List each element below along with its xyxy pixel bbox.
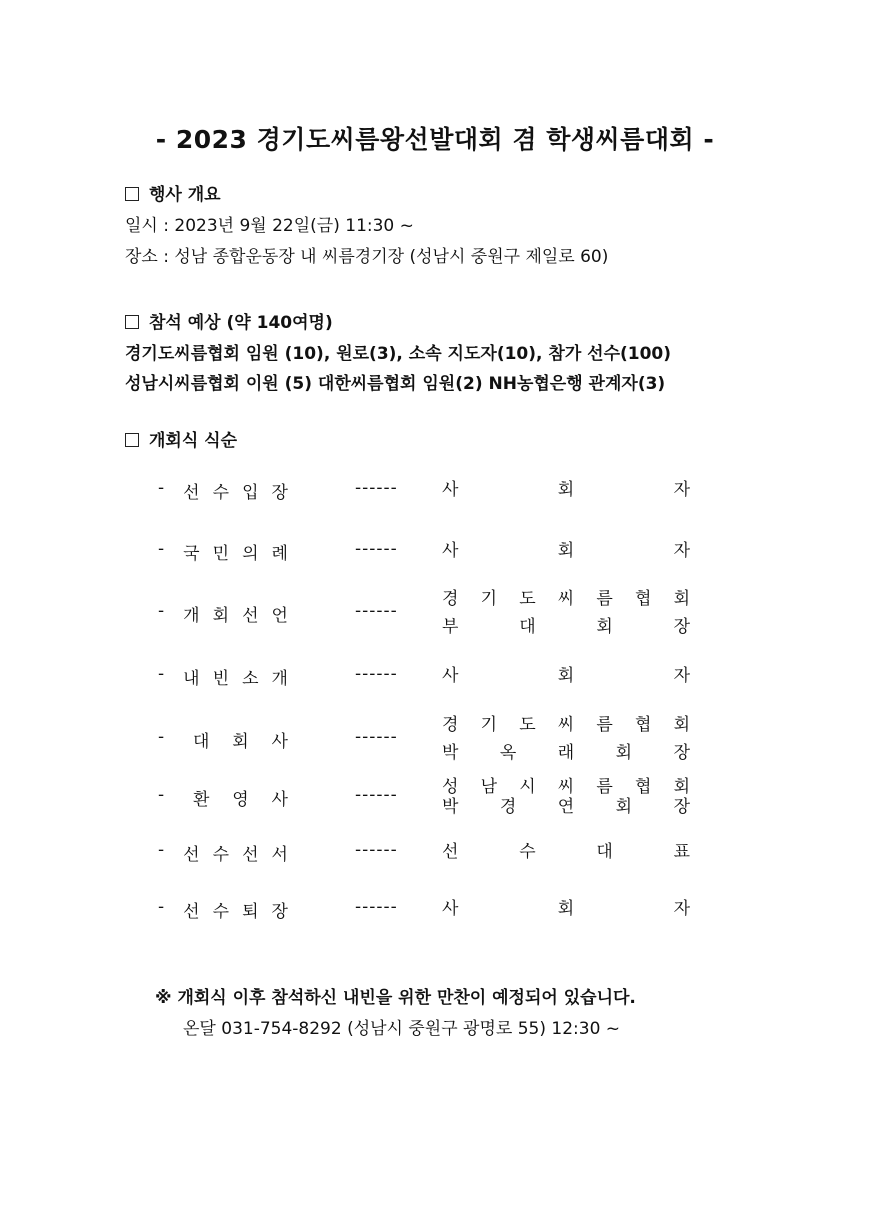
program-responsible-char: 씨	[557, 777, 575, 797]
program-responsible-char: 회	[673, 715, 690, 735]
program-responsible-char: 회	[557, 480, 575, 500]
program-responsible-char: 경	[442, 589, 459, 609]
program-item-char: 언	[271, 606, 288, 626]
program-responsible-char: 연	[557, 797, 575, 817]
program-responsible-char: 협	[634, 777, 652, 797]
program-responsible-char: 성	[442, 777, 459, 797]
program-bullet: -	[158, 601, 165, 621]
program-responsible-char: 장	[673, 617, 690, 637]
program-responsible-line	[442, 478, 690, 502]
program-responsible-char: 름	[596, 715, 613, 735]
dinner-venue: 온달 031-754-8292 (성남시 중원구 광명로 55) 12:30 ~	[183, 1019, 621, 1039]
page-title: - 2023 경기도씨름왕선발대회 겸 학생씨름대회 -	[155, 125, 715, 154]
program-responsible-char: 남	[480, 777, 498, 797]
program-item-char: 퇴	[242, 902, 259, 922]
program-responsible-line	[442, 897, 690, 921]
program-item-char: 선	[242, 606, 259, 626]
program-dashes: ------	[355, 539, 398, 559]
program-item-char: 영	[232, 790, 249, 810]
program-item-name	[158, 727, 288, 752]
program-responsible-char: 경	[499, 797, 517, 817]
program-item-char: 례	[271, 544, 288, 564]
program-item-char: 수	[212, 845, 230, 865]
program-bullet: -	[158, 897, 165, 917]
program-bullet: -	[158, 727, 165, 747]
program-responsible-char: 대	[519, 617, 536, 637]
program-responsible-char: 옥	[499, 743, 517, 763]
attendance-line-1: 경기도씨름협회 임원 (10), 원로(3), 소속 지도자(10), 참가 선수(100)	[125, 344, 672, 364]
program-item-char: 선	[183, 902, 200, 922]
program-item-char: 소	[242, 669, 259, 689]
ceremony-heading-text: 개회식 식순	[149, 431, 238, 451]
program-item-char: 개	[271, 669, 288, 689]
program-item-char: 장	[271, 483, 288, 503]
program-bullet: -	[158, 840, 165, 860]
program-responsible-char: 부	[442, 617, 459, 637]
program-responsible-char: 자	[673, 541, 690, 561]
program-responsible-char: 씨	[557, 715, 575, 735]
program-item-char: 선	[183, 845, 200, 865]
program-responsible	[442, 777, 690, 817]
overview-heading	[125, 180, 221, 205]
program-responsible-char: 장	[673, 797, 690, 817]
program-item-char: 사	[271, 790, 288, 810]
program-responsible-char: 경	[442, 715, 459, 735]
program-responsible-char: 회	[615, 743, 633, 763]
program-bullet: -	[158, 785, 165, 805]
program-responsible	[442, 539, 690, 563]
program-item-char: 수	[212, 902, 230, 922]
program-responsible-line	[442, 777, 690, 797]
program-responsible-char: 대	[596, 842, 613, 862]
program-responsible-char: 회	[596, 617, 613, 637]
checkbox-square-icon	[125, 187, 139, 201]
program-responsible-char: 장	[673, 743, 690, 763]
program-item-char: 회	[212, 606, 230, 626]
program-responsible-char: 회	[615, 797, 633, 817]
program-responsible	[442, 585, 690, 641]
program-responsible-char: 협	[634, 589, 652, 609]
program-responsible-char: 름	[596, 777, 613, 797]
program-responsible-char: 래	[557, 743, 575, 763]
program-item-char: 선	[183, 483, 200, 503]
program-responsible-char: 사	[442, 899, 459, 919]
program-item-name	[158, 785, 288, 810]
program-dashes: ------	[355, 840, 398, 860]
attendance-line-2: 성남시씨름협회 이원 (5) 대한씨름협회 임원(2) NH농협은행 관계자(3)	[125, 374, 666, 394]
program-item-char: 민	[212, 544, 230, 564]
program-responsible	[442, 478, 690, 502]
program-item-char: 수	[212, 483, 230, 503]
checkbox-square-icon	[125, 433, 139, 447]
program-responsible	[442, 897, 690, 921]
program-responsible-line	[442, 585, 690, 613]
program-responsible	[442, 840, 690, 864]
program-responsible-char: 름	[596, 589, 613, 609]
program-responsible-char: 수	[519, 842, 536, 862]
program-item-char: 의	[242, 544, 259, 564]
program-responsible-char: 회	[557, 541, 575, 561]
program-bullet: -	[158, 478, 165, 498]
program-item-name	[158, 539, 288, 564]
dinner-note: ※ 개회식 이후 참석하신 내빈을 위한 만찬이 예정되어 있습니다.	[155, 988, 636, 1008]
attendance-heading-text: 참석 예상 (약 140여명)	[149, 313, 333, 333]
program-responsible-char: 회	[673, 589, 690, 609]
program-dashes: ------	[355, 478, 398, 498]
program-responsible-char: 회	[557, 899, 575, 919]
program-item-char: 서	[271, 845, 288, 865]
program-responsible-char: 시	[519, 777, 536, 797]
program-item-char: 국	[183, 544, 200, 564]
program-responsible-char: 도	[519, 715, 536, 735]
program-responsible-char: 사	[442, 541, 459, 561]
program-responsible-char: 도	[519, 589, 536, 609]
program-item-char: 대	[192, 732, 210, 752]
event-place: 장소 : 성남 종합운동장 내 씨름경기장 (성남시 중원구 제일로 60)	[125, 247, 609, 267]
program-item-char: 내	[183, 669, 200, 689]
program-bullet: -	[158, 664, 165, 684]
program-responsible-char: 표	[673, 842, 690, 862]
program-responsible-char: 협	[634, 715, 652, 735]
checkbox-square-icon	[125, 315, 139, 329]
program-responsible-char: 자	[673, 899, 690, 919]
program-dashes: ------	[355, 601, 398, 621]
program-dashes: ------	[355, 727, 398, 747]
program-item-name	[158, 601, 288, 626]
program-responsible	[442, 711, 690, 767]
program-dashes: ------	[355, 785, 398, 805]
program-item-char: 환	[192, 790, 210, 810]
program-dashes: ------	[355, 897, 398, 917]
program-item-char: 장	[271, 902, 288, 922]
program-responsible-char: 사	[442, 480, 459, 500]
program-responsible-line	[442, 840, 690, 864]
program-responsible-char: 씨	[557, 589, 575, 609]
program-item-name	[158, 478, 288, 503]
program-item-char: 개	[183, 606, 200, 626]
program-item-char: 입	[242, 483, 259, 503]
program-responsible-char: 기	[480, 589, 498, 609]
attendance-heading	[125, 308, 333, 333]
program-responsible-char: 회	[557, 666, 575, 686]
program-responsible-char: 사	[442, 666, 459, 686]
program-responsible-line	[442, 711, 690, 739]
program-responsible-line	[442, 739, 690, 767]
program-item-char: 빈	[212, 669, 230, 689]
program-item-name	[158, 897, 288, 922]
program-responsible-line	[442, 539, 690, 563]
program-bullet: -	[158, 539, 165, 559]
overview-heading-text: 행사 개요	[149, 185, 221, 205]
program-responsible-char: 자	[673, 480, 690, 500]
program-item-char: 회	[232, 732, 249, 752]
program-responsible-char: 기	[480, 715, 498, 735]
program-responsible-char: 자	[673, 666, 690, 686]
program-responsible	[442, 664, 690, 688]
program-item-name	[158, 664, 288, 689]
program-responsible-line	[442, 613, 690, 641]
program-item-char: 사	[271, 732, 288, 752]
program-item-name	[158, 840, 288, 865]
ceremony-heading	[125, 426, 237, 451]
program-responsible-line	[442, 797, 690, 817]
program-responsible-char: 선	[442, 842, 459, 862]
program-dashes: ------	[355, 664, 398, 684]
program-responsible-line	[442, 664, 690, 688]
program-responsible-char: 회	[673, 777, 690, 797]
event-date: 일시 : 2023년 9월 22일(금) 11:30 ~	[125, 216, 414, 236]
program-responsible-char: 박	[442, 797, 459, 817]
program-responsible-char: 박	[442, 743, 459, 763]
program-item-char: 선	[242, 845, 259, 865]
